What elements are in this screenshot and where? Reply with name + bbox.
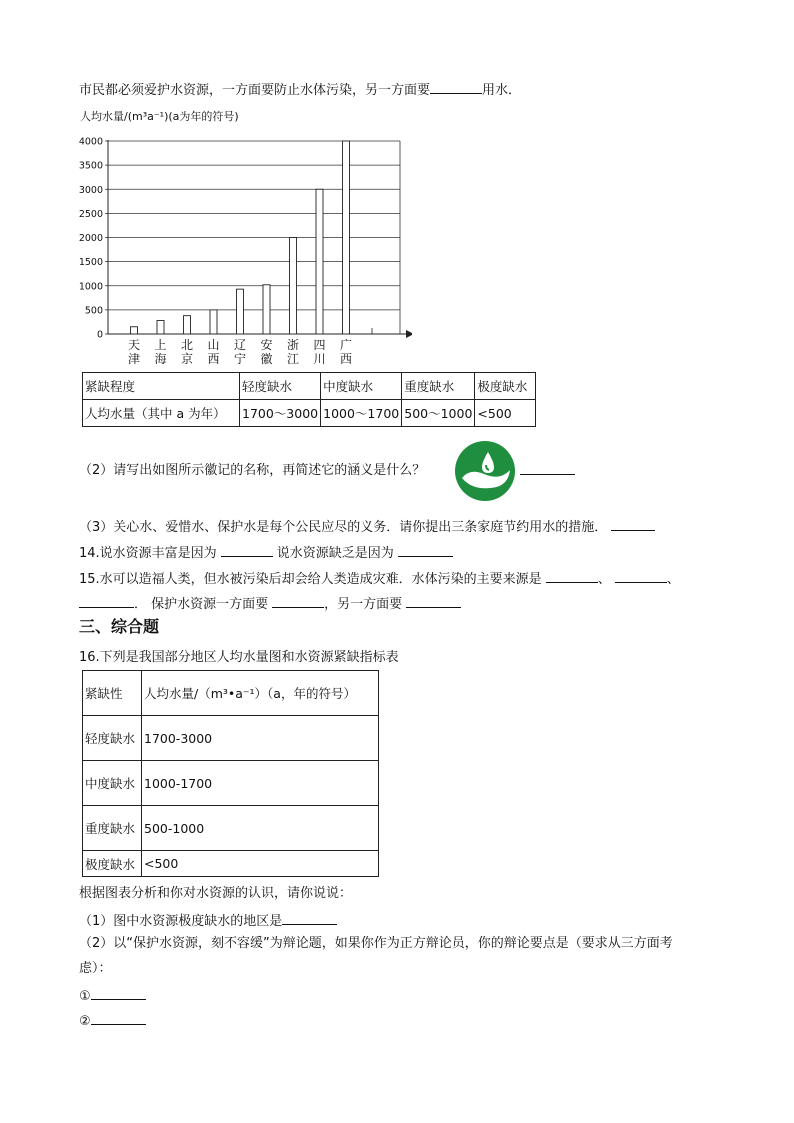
question-16-text: 16.下列是我国部分地区人均水量图和水资源紧缺指标表 — [79, 650, 399, 665]
bar-四川 — [316, 189, 323, 334]
table-cell: 1700-3000 — [142, 716, 379, 761]
category-label: 山西 — [207, 338, 220, 366]
table-cell: 1700～3000 — [240, 400, 321, 427]
table-cell: 极度缺水 — [83, 851, 142, 877]
answer-blank[interactable] — [282, 910, 337, 925]
bar-山西 — [210, 310, 217, 334]
table-cell: 人均水量/（m³•a⁻¹）（a，年的符号） — [142, 671, 379, 716]
intro-line — [79, 79, 521, 100]
table-row — [83, 400, 536, 427]
answer-blank[interactable] — [611, 516, 655, 531]
emblem-answer-blank[interactable] — [520, 460, 575, 475]
y-tick-label: 3500 — [78, 160, 103, 172]
chart-title: 人均水量/(m³a⁻¹)(a为年的符号) — [80, 110, 239, 123]
bar-浙江 — [290, 238, 297, 335]
question-2 — [79, 462, 425, 480]
question-2-text: （2）请写出如图所示徽记的名称，再简述它的涵义是什么？ — [79, 463, 426, 478]
question-14-part-a: 14.说水资源丰富是因为 — [79, 546, 217, 561]
question-3-text: （3）关心水、爱惜水、保护水是每个公民应尽的义务．请你提出三条家庭节约用水的措施． — [79, 520, 608, 535]
table-header-row — [83, 671, 379, 716]
analysis-text: 根据图表分析和你对水资源的认识，请你说说： — [79, 886, 353, 901]
bar-辽宁 — [237, 289, 244, 334]
table-cell: <500 — [142, 851, 379, 877]
table-row — [83, 851, 379, 877]
question-16-1-text: （1）图中水资源极度缺水的地区是 — [79, 914, 283, 929]
y-tick-label: 4000 — [78, 136, 103, 148]
table-cell: 中度缺水 — [321, 373, 402, 400]
section-heading: 三、综合题 — [79, 617, 160, 636]
question-3 — [79, 516, 655, 537]
table-row — [83, 716, 379, 761]
table-cell: 人均水量（其中 a 为年） — [83, 400, 240, 427]
question-16 — [79, 649, 399, 667]
category-label: 四川 — [313, 338, 326, 366]
question-15-cont — [79, 593, 461, 614]
table-cell: 1000-1700 — [142, 761, 379, 806]
y-tick-label: 1000 — [78, 281, 103, 293]
answer-blank[interactable] — [546, 568, 598, 583]
table-cell: 重度缺水 — [402, 373, 475, 400]
separator: 、 — [666, 572, 680, 587]
scarcity-index-table — [82, 670, 379, 877]
point-1 — [79, 985, 146, 1006]
point-1-label: ① — [79, 989, 91, 1004]
table-cell: 1000～1700 — [321, 400, 402, 427]
answer-blank[interactable] — [91, 985, 146, 1000]
question-15-part-b: ． 保护水资源一方面要 — [134, 597, 269, 612]
y-tick-label: 1500 — [78, 257, 103, 269]
point-2 — [79, 1010, 146, 1031]
question-15-part-c: ，另一方面要 — [324, 597, 403, 612]
question-14 — [79, 542, 453, 563]
answer-blank[interactable] — [615, 568, 667, 583]
table-row — [83, 806, 379, 851]
water-per-capita-chart — [72, 104, 412, 369]
answer-blank[interactable] — [398, 542, 453, 557]
y-tick-label: 500 — [84, 305, 103, 317]
intro-suffix: 用水． — [482, 83, 522, 98]
y-tick-label: 2000 — [78, 233, 103, 244]
category-label: 天津 — [127, 338, 141, 366]
question-16-1 — [79, 910, 337, 931]
question-16-2-cont — [79, 960, 112, 978]
bar-安徽 — [263, 285, 270, 334]
bar-广西 — [343, 141, 350, 334]
y-tick-label: 2500 — [78, 208, 103, 220]
question-15 — [79, 568, 680, 589]
bar-上海 — [157, 320, 164, 334]
table-cell: 轻度缺水 — [240, 373, 321, 400]
answer-blank[interactable] — [406, 593, 461, 608]
table-cell: 500-1000 — [142, 806, 379, 851]
category-label: 北京 — [180, 338, 194, 366]
bar-北京 — [184, 316, 191, 334]
answer-blank[interactable] — [79, 593, 134, 608]
separator: 、 — [597, 572, 611, 587]
table-cell: <500 — [475, 400, 536, 427]
question-14-part-b: 说水资源缺乏是因为 — [276, 546, 394, 561]
category-label: 辽宁 — [233, 338, 247, 366]
category-label: 上海 — [154, 338, 167, 366]
table-cell: 重度缺水 — [83, 806, 142, 851]
category-label: 广西 — [339, 338, 353, 366]
intro-text: 市民都必须爱护水资源，一方面要防止水体污染，另一方面要 — [79, 83, 431, 98]
table-cell: 500～1000 — [402, 400, 475, 427]
table-cell: 极度缺水 — [475, 373, 536, 400]
answer-blank[interactable] — [91, 1010, 146, 1025]
y-tick-label: 3000 — [78, 184, 103, 196]
question-16-2 — [79, 935, 673, 953]
question-16-2-text: （2）以“保护水资源，刻不容缓”为辩论题，如果你作为正方辩论员，你的辩论要点是（要求从三方面考 — [79, 936, 673, 951]
table-cell: 轻度缺水 — [83, 716, 142, 761]
bar-天津 — [131, 327, 138, 334]
category-label: 安徽 — [260, 338, 273, 366]
table-cell: 紧缺程度 — [83, 373, 240, 400]
table-cell: 中度缺水 — [83, 761, 142, 806]
answer-blank[interactable] — [430, 79, 482, 94]
answer-blank[interactable] — [221, 542, 273, 557]
y-tick-label: 0 — [96, 329, 103, 341]
water-saving-emblem-icon — [450, 440, 520, 502]
category-label: 浙江 — [286, 338, 300, 366]
table-row — [83, 761, 379, 806]
x-axis-arrow — [406, 330, 412, 338]
question-15-part-a: 15.水可以造福人类，但水被污染后却会给人类造成灾难．水体污染的主要来源是 — [79, 572, 542, 587]
analysis-prompt — [79, 885, 352, 903]
answer-blank[interactable] — [272, 593, 324, 608]
question-16-2-text-cont: 虑）： — [79, 961, 112, 976]
point-2-label: ② — [79, 1014, 91, 1029]
scarcity-table — [82, 372, 536, 427]
table-cell: 紧缺性 — [83, 671, 142, 716]
table-header-row — [83, 373, 536, 400]
